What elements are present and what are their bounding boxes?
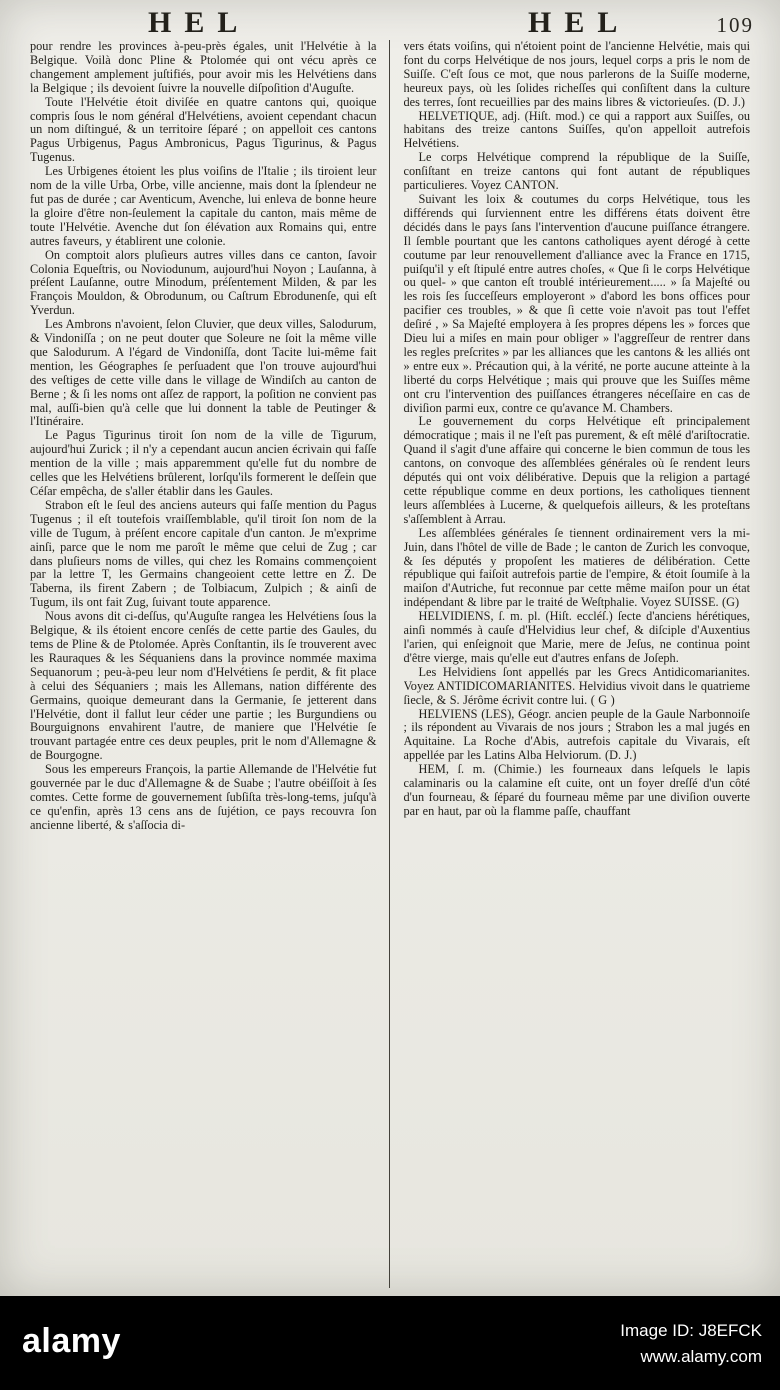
paragraph: Les aſſemblées générales ſe tiennent ordinairement vers la mi-Juin, dans l'hôtel de ville de Bade ; le canton de Zurich les convoque, & ſes députés y propoſent les matieres de délibération. Cette république qui faiſoit autrefois partie de l'empire, & étoit ſoumiſe à la maiſon d'Autriche, fut reconnue par cette même maiſon pour un état indépendant & libre par le traité de Weſtphalie. Voyez SUISSE. (G) xyxy=(403,525,750,610)
paragraph: vers états voiſins, qui n'étoient point de l'ancienne Helvétie, mais qui font du corps Helvétique de nos jours, lequel corps a pris le nom de Suiſſe. C'eſt ſous ce mot, que nous parlerons de la Suiſſe moderne, heureux pays, où les ſolides richeſſes qui conſiſtent dans la culture des terres, ſont recueillies par des mains libres & victorieuſes. (D. J.) xyxy=(403,40,750,109)
paragraph: Le Pagus Tigurinus tiroit ſon nom de la ville de Tigurum, aujourd'hui Zurick ; il n'y a cependant aucun ancien écrivain qui faſſe mention de la ville ; mais apparemment qu'elle fut du nombre de celles que les Helvétiens brûlerent, lorſqu'ils formerent le deſſein que Céſar empêcha, de s'aller établir dans les Gaules. xyxy=(30,428,377,498)
entry-paragraph-helviens: HELVIENS (LES), Géogr. ancien peuple de la Gaule Narbonnoiſe ; ils répondent au Vivarais de nos jours ; Strabon les a mal jugés en Aquitaine. La Roche d'Abis, autrefois capitale du Vivarais, eſt appellée par les Latins Alba Helviorum. (D. J.) xyxy=(403,706,750,763)
alamy-logo: alamy xyxy=(22,1322,121,1360)
paragraph: Strabon eſt le ſeul des anciens auteurs qui faſſe mention du Pagus Tugenus ; il eſt toutefois vraiſſemblable, qu'il tiroit ſon nom de la ville de Tugum, à préſent encore capitale d'un canton. Je m'exprime ainſi, parce que le nom me paroît le même que celui de Zug ; car dans pluſieurs noms de villes, qui chez les Romains commençoient par la lettre T, les Germains changeoient cette lettre en Z. De Taberna, ils firent Zabern ; de Tolbiacum, Zulpich ; & ainſi de Tugum, ils ont fait Zug, ſuivant toute apparence. xyxy=(30,497,377,610)
paragraph: Le corps Helvétique comprend la république de la Suiſſe, conſiſtant en treize cantons qui font autant de républiques particulieres. Voyez CANTON. xyxy=(403,150,750,193)
watermark-bar xyxy=(0,1296,780,1390)
paragraph: On comptoit alors pluſieurs autres villes dans ce canton, ſavoir Colonia Equeſtris, ou Noviodunum, aujourd'hui Noyon ; Lauſanna, à préſent Lauſanne, outre Minodum, préſentement Milden, & par les François Mouldon, & Obrodunum, ou Caſtrum Ebrodunenſe, qui eſt Yverdun. xyxy=(30,247,377,318)
image-id: Image ID: J8EFCK xyxy=(620,1321,762,1340)
paragraph: Les Ambrons n'avoient, ſelon Cluvier, que deux villes, Salodurum, & Vindoniſſa ; on ne peut douter que Soleure ne ſoit la même ville que Salodurum. A l'égard de Vindoniſſa, dont Tacite lui-même fait mention, les Géographes ſe perſuadent que l'on trouve aujourd'hui des veſtiges de cette ville dans le village de Windiſch au canton de Berne ; & ſi les noms ont aſſez de rapport, la poſition ne convient pas mal, auſſi-bien qu'à celle que lui donnent la table de Peutinger & l'Itinéraire. xyxy=(30,317,377,429)
paragraph: Sous les empereurs François, la partie Allemande de l'Helvétie fut gouvernée par le duc d'Allemagne & de Suabe ; l'autre obéiſſoit à ſes comtes. Cette forme de gouvernement ſubſiſta très-long-tems, juſqu'à ce qu'enfin, après 13 cens ans de ſujétion, ce pays recouvra ſon ancienne liberté, & s'aſſocia di- xyxy=(30,762,377,832)
column-right xyxy=(404,40,751,1290)
text-columns xyxy=(30,40,750,1290)
page-header xyxy=(0,6,780,40)
entry-paragraph-hem: HEM, ſ. m. (Chimie.) les fourneaux dans leſquels le lapis calaminaris ou la calamine eſt cuite, ont un foyer dreſſé d'un côté d'un fourneau, & ſéparé du fourneau même par une diviſion ouverte par en haut, par où la flamme paſſe, chauffant xyxy=(403,762,750,818)
running-title-right: HEL xyxy=(528,6,631,39)
page-number: 109 xyxy=(716,13,754,37)
running-title-left: HEL xyxy=(148,6,251,39)
paragraph: Les Urbigenes étoient les plus voiſins de l'Italie ; ils tiroient leur nom de la ville Urba, Orbe, ville ancienne, mais dont la ſplendeur ne fut pas de durée ; car Aventicum, Avenche, lui enleva de bonne heure la gloire d'être non-ſeulement la capitale du canton, mais même de toute l'Helvétie. Avenche dut ſon élévation aux Romains qui, entre autres faveurs, y établirent une colonie. xyxy=(30,164,377,248)
watermark-info xyxy=(620,1318,762,1370)
paragraph: pour rendre les provinces à-peu-près égales, unit l'Helvétie à la Belgique. Voilà donc Pline & Ptolomée qui ont vécu après ce changement amplement juſtifiés, pour avoir mis les Helvétiens dans la Belgique ; ils devoient ſuivre la nouvelle diſpoſition d'Auguſte. xyxy=(30,40,377,95)
paragraph: Nous avons dit ci-deſſus, qu'Auguſte rangea les Helvétiens ſous la Belgique, & ils étoient encore cenſés de cette partie des Gaules, du tems de Pline & de Ptolomée. Après Conſtantin, ils ſe trouverent avec les Rauraques & les Séquaniens dans la province nommée maxima Sequanorum ; peu-à-peu leur nom d'Helvétiens ſe perdit, & fit place à celui des Séquaniers ; mais les Allemans, nation différente des Germains, quoique demeurant dans la Germanie, ſe jetterent dans l'Helvétie, dont il fallut leur céder une partie ; les Burgundiens ou Bourguignons envahirent l'autre, de maniere que l'Helvétie ſe trouvant partagée entre ces deux peuples, prit le nom d'Allemagne & de Bourgogne. xyxy=(30,609,377,763)
entry-paragraph-helvidiens: HELVIDIENS, ſ. m. pl. (Hiſt. eccléſ.) ſecte d'anciens hérétiques, ainſi nommés à cauſe d'Helvidius leur chef, & diſciple d'Auxentius l'arien, qui enſeignoit que Marie, mere de Jeſus, ne continua point d'être vierge, mais qu'elle eut d'autres enfans de Joſeph. xyxy=(403,609,750,665)
paragraph: Toute l'Helvétie étoit diviſée en quatre cantons qui, quoique compris ſous le nom général d'Helvétiens, avoient cependant chacun un nom diſtingué, & un territoire ſéparé ; on appelloit ces cantons Pagus Urbigenus, Pagus Ambronicus, Pagus Tigurinus, & Pagus Tugenus. xyxy=(30,94,377,165)
paragraph: Les Helvidiens ſont appellés par les Grecs Antidicomarianites. Voyez ANTIDICOMARIANITES. Helvidius vivoit dans le quatrieme ſiecle, & S. Jérôme écrivit contre lui. ( G ) xyxy=(403,664,750,707)
column-left xyxy=(30,40,377,1290)
paragraph: Suivant les loix & coutumes du corps Helvétique, tous les différends qui ſurviennent entre les différens états doivent être décidés dans le pays ſans l'intervention d'aucune puiſſance étrangere. Il ſemble pourtant que les cantons catholiques ayent dérogé à cette coutume par leur renouvellement d'alliance avec la France en 1715, puiſqu'il y eſt ſtipulé entre autres choſes, « Que ſi le corps Helvétique ou quel- » que canton eſt troublé intérieurement..... » ſa Majeſté ou les rois ſes ſucceſſeurs employeront » d'abord les bons offices pour pacifier ces troubles, » & que ſi cette voie n'avoit pas tout l'effet deſiré , » Sa Majeſté employera à ſes propres dépens les » forces que Dieu lui a miſes en main pour obliger » l'aggreſſeur de rentrer dans les regles preſcrites » par les alliances que les cantons & les alliés ont » entre eux ». Précaution qui, à la vérité, ne porte aucune atteinte à la liberté du corps Helvétique ; mais qui prouve que les Suiſſes même ont cru l'intervention des puiſſances étrangeres néceſſaire en cas de diviſion parmi eux, contre ce qu'avance M. Chambers. xyxy=(403,191,750,415)
paragraph: Le gouvernement du corps Helvétique eſt principalement démocratique ; mais il ne l'eſt pas purement, & eſt mêlé d'ariſtocratie. Quand il s'agit d'une affaire qui concerne le bien commun de tous les cantons, on convoque des aſſemblées générales où ſe rendent leurs députés qui ont voix délibérative. Depuis que la religion a partagé cette république comme en deux portions, les catholiques tiennent leurs aſſemblées à Lucerne, & quelquefois ailleurs, & les proteſtans s'aſſemblent à Arrau. xyxy=(403,414,750,526)
alamy-url: www.alamy.com xyxy=(640,1347,762,1366)
entry-paragraph-helvetique: HELVETIQUE, adj. (Hiſt. mod.) ce qui a rapport aux Suiſſes, ou habitans des treize cantons Suiſſes, qu'on appelloit autrefois Helvétiens. xyxy=(403,108,750,151)
